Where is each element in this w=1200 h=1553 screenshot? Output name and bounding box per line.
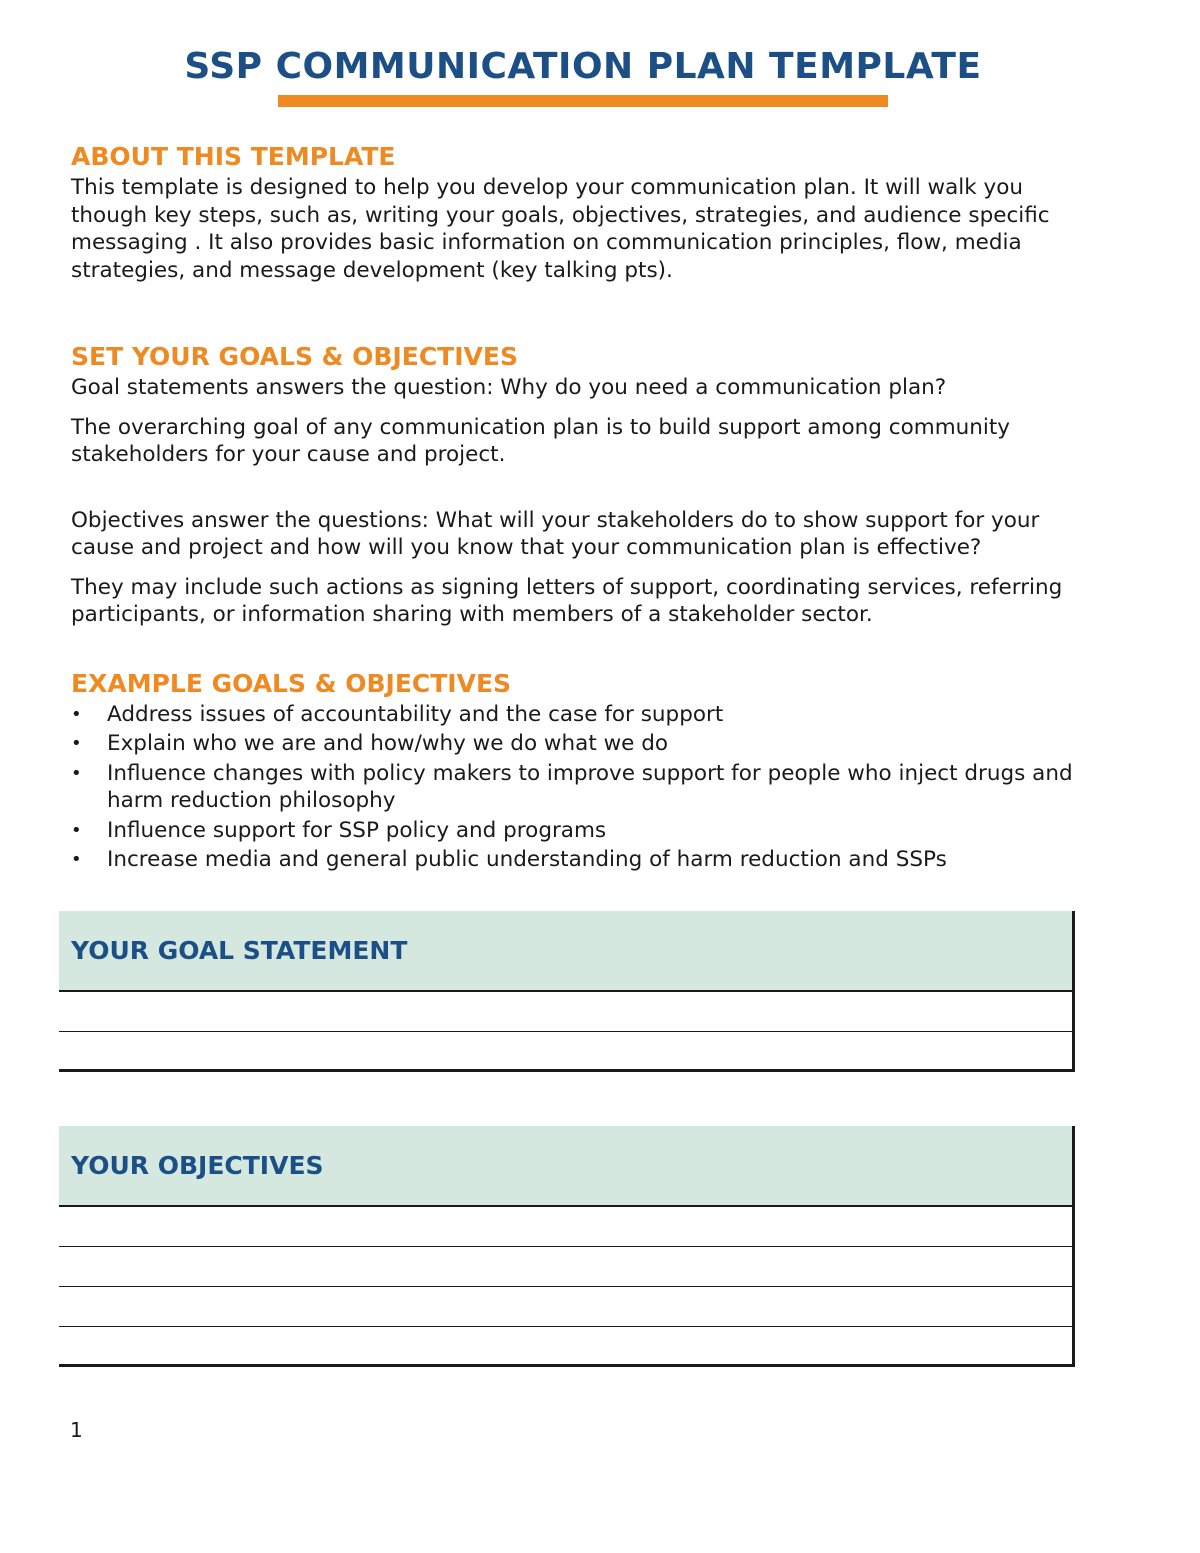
list-item: • Influence changes with policy makers to improve support for people who inject drugs and harm reduction philosophy — [71, 760, 1073, 813]
goal-statement-line-2[interactable] — [59, 1032, 1072, 1072]
examples-heading: EXAMPLE GOALS & OBJECTIVES — [71, 668, 512, 698]
about-body: This template is designed to help you develop your communication plan. It will walk you though key steps, such as, writing your goals, objectives, strategies, and audience specific messaging . It also provides basic information on communication principles, flow, media strategies, and message development (key talking pts). — [71, 175, 1050, 283]
list-item: • Increase media and general public understanding of harm reduction and SSPs — [71, 847, 947, 872]
objectives-line-2[interactable] — [59, 1247, 1072, 1287]
list-item: • Explain who we are and how/why we do what we do — [71, 731, 669, 756]
overarching-goal-text: The overarching goal of any communication plan is to build support among community stakeholders for your cause and project. — [71, 414, 1011, 467]
objectives-line-3[interactable] — [59, 1287, 1072, 1327]
objectives-line-4[interactable] — [59, 1327, 1072, 1367]
bullet-icon: • — [71, 762, 82, 784]
actions-text: They may include such actions as signing letters of support, coordinating services, referring participants, or information sharing with members of a stakeholder sector. — [71, 574, 1063, 627]
goal-question-text: Goal statements answers the question: Why do you need a communication plan? — [71, 375, 947, 400]
page-number: 1 — [70, 1418, 83, 1442]
examples-list — [71, 701, 1081, 874]
objectives-table — [59, 1126, 1075, 1367]
goal-statement-table — [59, 911, 1075, 1072]
about-heading: ABOUT THIS TEMPLATE — [71, 142, 396, 171]
bullet-icon: • — [71, 819, 82, 841]
bullet-icon: • — [71, 849, 82, 870]
bullet-icon: • — [71, 733, 82, 754]
goal-statement-header — [59, 911, 1072, 992]
goals-objectives-heading: SET YOUR GOALS & OBJECTIVES — [71, 342, 518, 371]
title-underline — [278, 95, 888, 107]
bullet-icon: • — [71, 703, 82, 725]
objectives-question-text: Objectives answer the questions: What will your stakeholders do to show support for your cause and project and how will you know that your communication plan is effective? — [71, 507, 1040, 560]
objectives-line-1[interactable] — [59, 1207, 1072, 1247]
goal-statement-line-1[interactable] — [59, 992, 1072, 1032]
objectives-header — [59, 1126, 1072, 1207]
page-title: SSP COMMUNICATION PLAN TEMPLATE — [184, 46, 982, 87]
list-item: • Influence support for SSP policy and programs — [71, 817, 607, 843]
document-body — [71, 140, 1081, 876]
goal-statement-heading: YOUR GOAL STATEMENT — [71, 936, 408, 965]
list-item: • Address issues of accountability and the case for support — [71, 701, 724, 727]
objectives-heading: YOUR OBJECTIVES — [71, 1151, 324, 1180]
